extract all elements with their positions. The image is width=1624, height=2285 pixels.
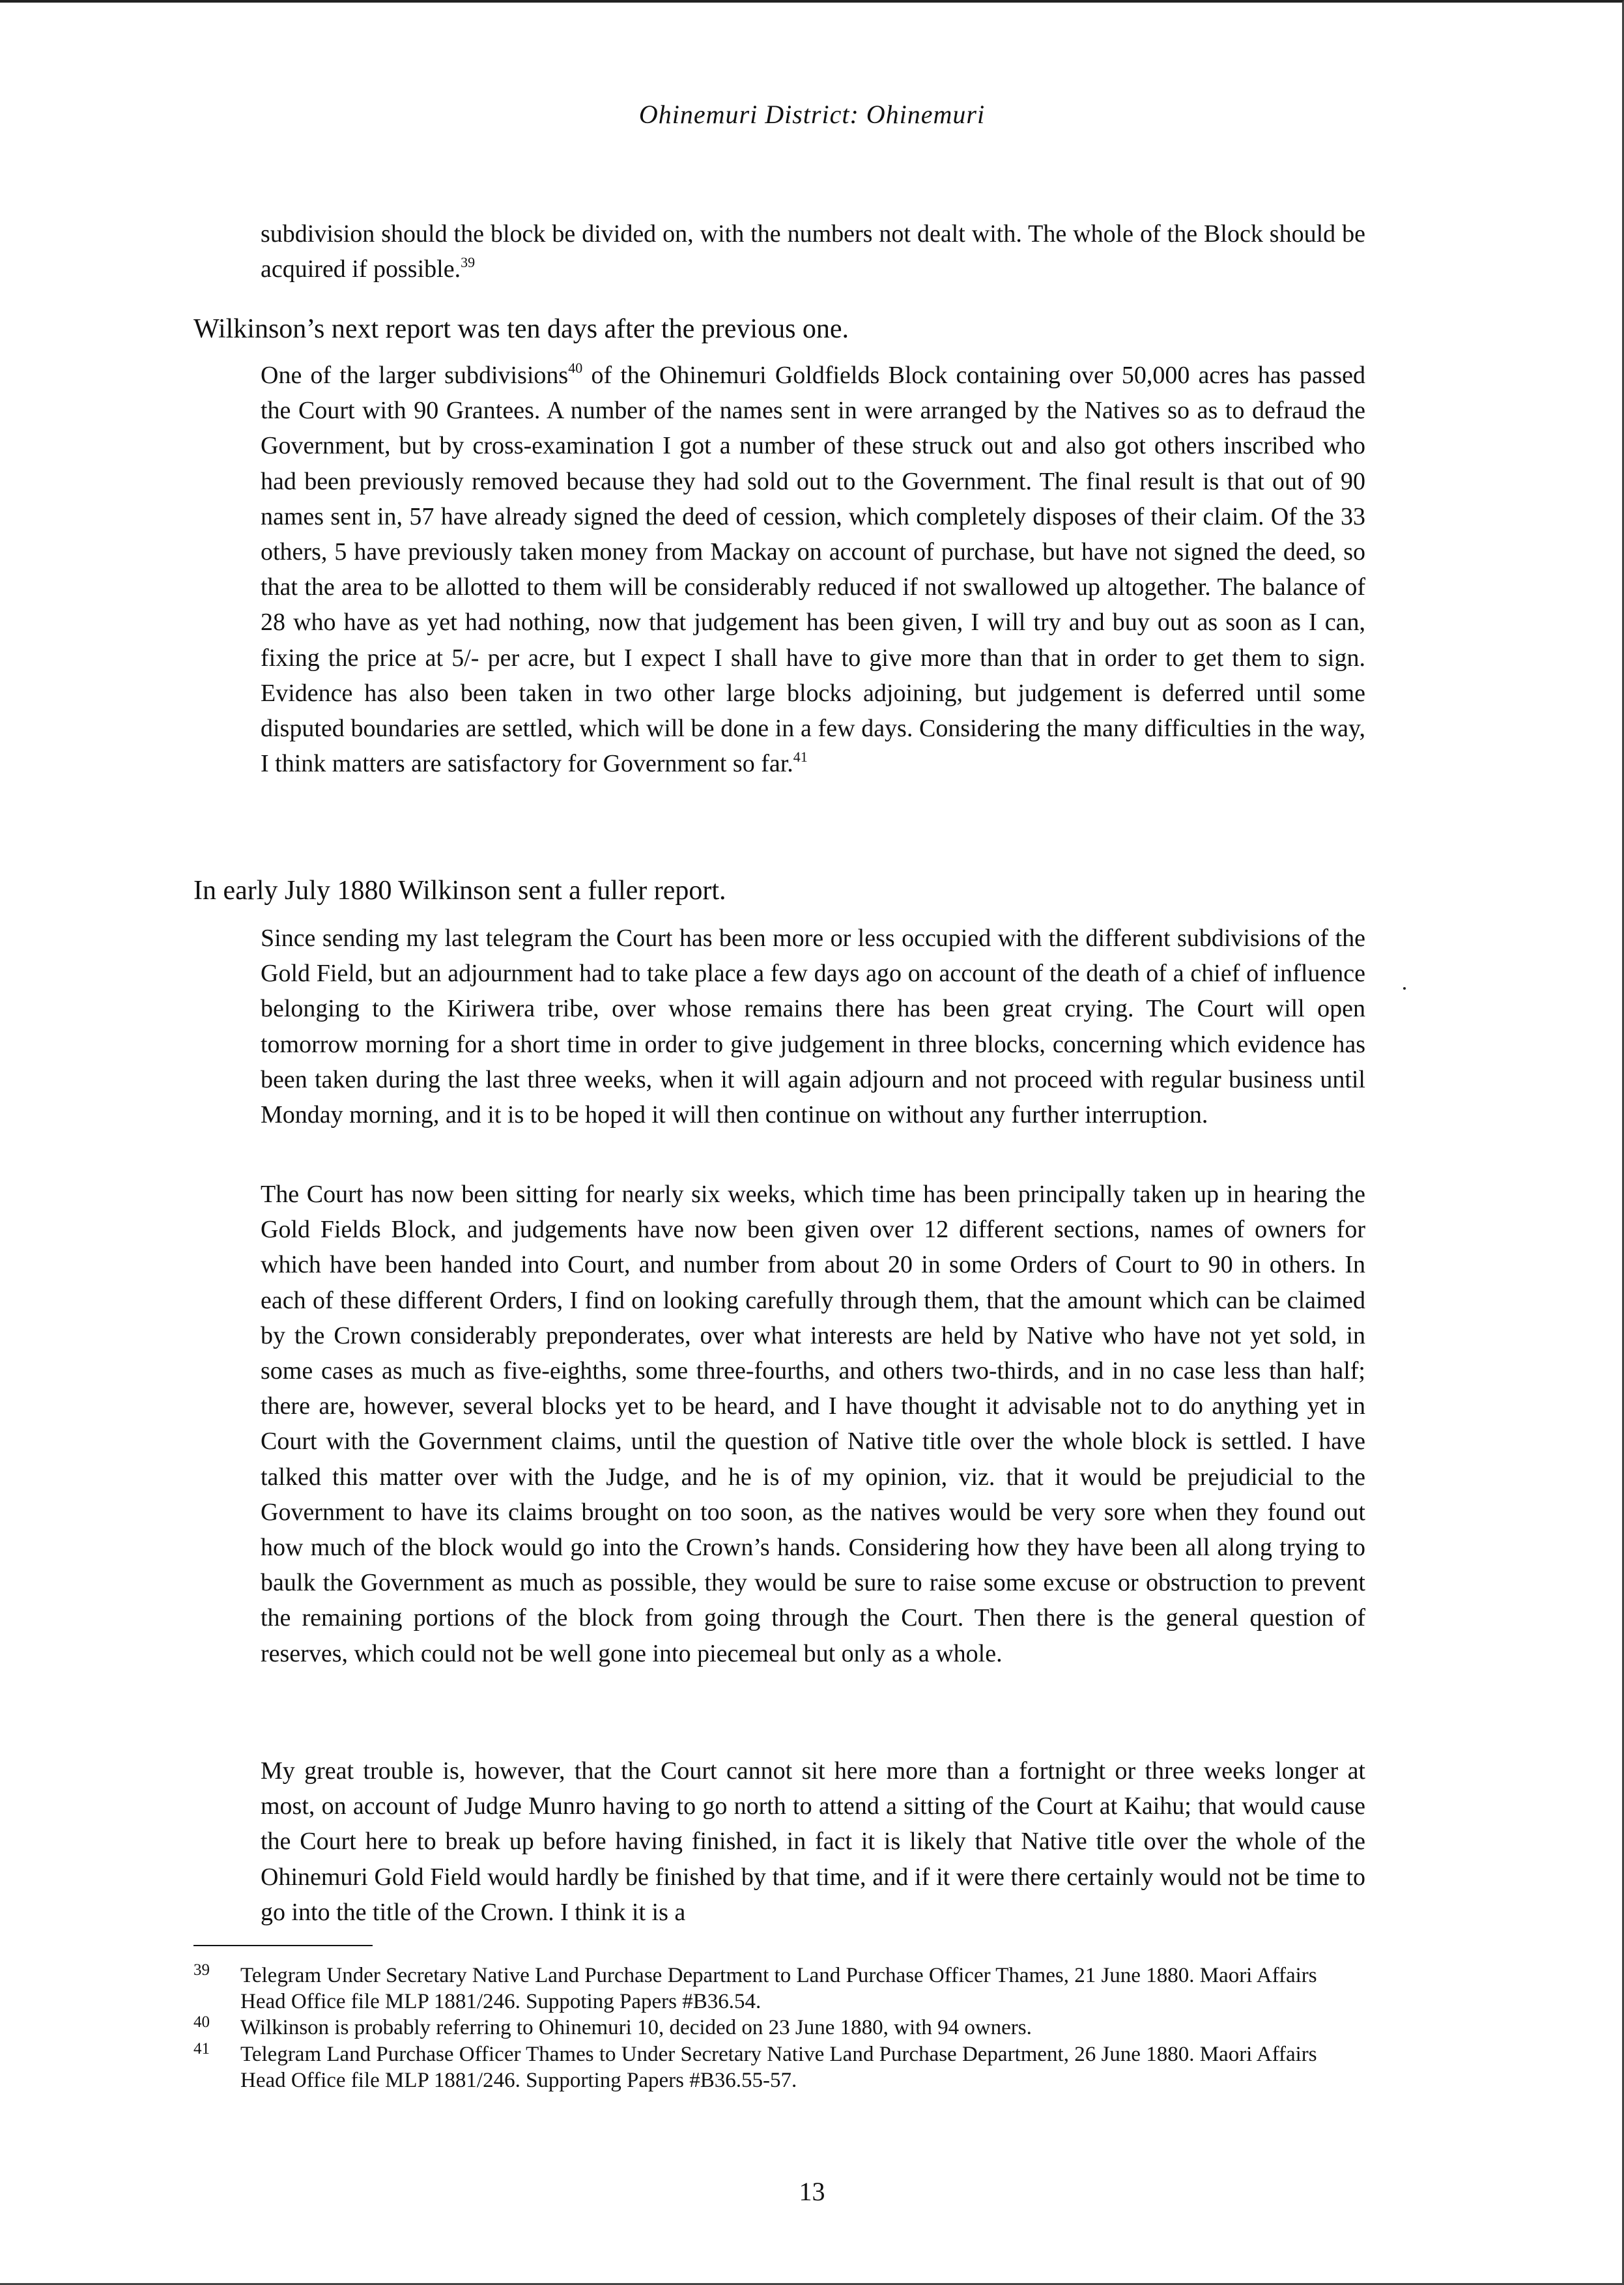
footnote-ref: 41 bbox=[793, 748, 808, 765]
narrative-paragraph bbox=[193, 873, 1366, 908]
footnote-ref: 40 bbox=[568, 360, 583, 377]
paragraph-text: One of the larger subdivisions bbox=[261, 362, 569, 389]
paragraph-text: Since sending my last telegram the Court has been more or less occupied with the different subdivisions of the Gold Field, but an adjournment had to take place a few days ago on account of the death of a chief of influence belonging to the Kiriwera tribe, over whose remains there has been great crying. The Court will open tomorrow morning for a short time in order to give judgement in three blocks, concerning which evidence has been taken during the last three weeks, when it will again adjourn and not proceed with regular business until Monday morning, and it is to be hoped it will then continue on without any further interruption. bbox=[261, 925, 1365, 1129]
footnote-ref: 39 bbox=[461, 253, 476, 270]
quote-paragraph bbox=[261, 358, 1365, 781]
footnote bbox=[193, 2015, 1366, 2041]
quote-paragraph bbox=[261, 1177, 1365, 1671]
footnote-rule bbox=[193, 1945, 373, 1946]
footnote-text: Wilkinson is probably referring to Ohinemuri 10, decided on 23 June 1880, with 94 owners. bbox=[240, 2016, 1032, 2039]
quote-paragraph bbox=[261, 921, 1365, 1132]
quote-paragraph bbox=[261, 1753, 1365, 1930]
paragraph-text: of the Ohinemuri Goldfields Block containing over 50,000 acres has passed the Court with 90 Grantees. A number of the names sent in were arranged by the Natives so as to defraud the Government, but by cross-examination I got a number of these struck out and also got others inscribed who had been previously removed because they had sold out to the Government. The final result is that out of 90 names sent in, 57 have already signed the deed of cession, which completely disposes of their claim. Of the 33 others, 5 have previously taken money from Mackay on account of purchase, but have not signed the deed, so that the area to be allotted to them will be considerably reduced if not swallowed up altogether. The balance of 28 who have as yet had nothing, now that judgement has been given, I will try and buy out as soon as I can, fixing the price at 5/- per acre, but I expect I shall have to give more than that in order to get them to sign. Evidence has also been taken in two other large blocks adjoining, but judgement is deferred until some disputed boundaries are settled, which will be done in a few days. Considering the many difficulties in the way, I think matters are satisfactory for Government so far. bbox=[261, 362, 1366, 778]
quote-paragraph bbox=[261, 216, 1365, 287]
paragraph-text: Wilkinson’s next report was ten days after the previous one. bbox=[193, 314, 849, 344]
footnote-number: 40 bbox=[193, 2013, 210, 2031]
footnote-number: 39 bbox=[193, 1961, 210, 1979]
margin-mark bbox=[1403, 987, 1406, 990]
paragraph-text: In early July 1880 Wilkinson sent a fuller report. bbox=[193, 876, 726, 906]
paragraph-text: My great trouble is, however, that the Court cannot sit here more than a fortnight or three weeks longer at most, on account of Judge Munro having to go north to attend a sitting of the Court at Kaihu; that would cause the Court here to break up before having finished, in fact it is likely that Native title over the whole of the Ohinemuri Gold Field would hardly be finished by that time, and if it were there certainly would not be time to go into the title of the Crown. I think it is a bbox=[261, 1757, 1365, 1926]
running-head: Ohinemuri District: Ohinemuri bbox=[638, 100, 986, 129]
paragraph-text: subdivision should the block be divided on, with the numbers not dealt with. The whole of the Block should be acquired if possible. bbox=[261, 220, 1365, 283]
footnote-text: Telegram Land Purchase Officer Thames to Under Secretary Native Land Purchase Department, 26 June 1880. Maori Affairs Head Office file MLP 1881/246. Supporting Papers #B36.55-57. bbox=[240, 2043, 1317, 2092]
page-number: 13 bbox=[799, 2177, 825, 2206]
footnote bbox=[193, 1962, 1366, 2015]
footnote-text: Telegram Under Secretary Native Land Purchase Department to Land Purchase Officer Thames, 21 June 1880. Maori Affairs Head Office file MLP 1881/246. Suppoting Papers #B36.54. bbox=[240, 1964, 1317, 2013]
footnote-number: 41 bbox=[193, 2040, 210, 2058]
narrative-paragraph bbox=[193, 311, 1366, 347]
footnote bbox=[193, 2041, 1366, 2093]
paragraph-text: The Court has now been sitting for nearly six weeks, which time has been principally taken up in hearing the Gold Fields Block, and judgements have now been given over 12 different sections, names of owners for which have been handed into Court, and number from about 20 in some Orders of Court to 90 in others. In each of these different Orders, I find on looking carefully through them, that the amount which can be claimed by the Crown considerably preponderates, over what interests are held by Native who have not yet sold, in some cases as much as five-eighths, some three-fourths, and others two-thirds, and in no case less than half; there are, however, several blocks yet to be heard, and I have thought it advisable not to do anything yet in Court with the Government claims, until the question of Native title over the whole block is settled. I have talked this matter over with the Judge, and he is of my opinion, viz. that it would be prejudicial to the Government to have its claims brought on too soon, as the natives would be very sore when they found out how much of the block would go into the Crown’s hands. Considering how they have been all along trying to baulk the Government as much as possible, they would be sure to raise some excuse or obstruction to prevent the remaining portions of the block from going through the Court. Then there is the general question of reserves, which could not be well gone into piecemeal but only as a whole. bbox=[261, 1181, 1365, 1667]
